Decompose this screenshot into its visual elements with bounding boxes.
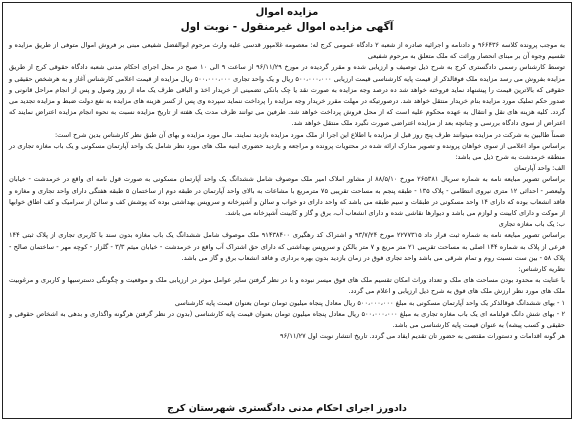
notice-frame	[2, 2, 572, 419]
signature-line: دادورز اجرای احکام مدنی دادگستری شهرستان کرج	[167, 403, 407, 414]
paragraph-description: براساس مواد اعلامی از سوی خواهان پرونده و تصویر مدارک ارائه شده در محتویات پرونده و مراجعه و بازدید حضوری ابنیه ملک های مورد نظر شامل یک واحد آپارتمان مسکونی و یک باب مغازه تجاری در منطقه خرمدشت به شرح ذیل می باشد:	[9, 141, 565, 162]
notice-body	[9, 40, 565, 342]
paragraph-publish-date: هر گونه اقدامات و دستورات مقتضی به حضور تان تقدیم ایفاد می گردد. تاریخ انتشار نوبت اول ۹۶/۱۱/۲۷	[280, 332, 565, 341]
paragraph-case-intro: به موجب پرونده کلاسه ۹۶۶۴۳۶ و دادنامه و اجرائیه صادره از شعبه ۲ دادگاه عمومی کرج له: معصومه غلامپور قدسی علیه وارث مرحوم ابوالفضل شفیعی مبنی بر فروش اموال متوفی از طریق مزایده و تقسیم وجوه آن بر مبنای انحصار وراثت که ملک متعلق به مرحوم شفیعی	[9, 41, 565, 61]
paragraph-auction-terms: توسط کارشناس رسمی دادگستری کرج به شرح ذیل توصیف و ارزیابی شده و مقرر گردیده در مورخ ۹۶/۱۱/۲۹ از ساعت ۹ الی ۱۰ صبح در محل اجرای احکام مدنی شعبه دادگاه حقوقی کرج از طریق مزایده بفروش می رسد مزایده ملک فوقالذکر از قیمت پایه کارشناسی قیمت ارزیابی ۵۰۰،۰۰۰،۰۰۰ ریال و یک واحد تجاری ۵۰۰،۰۰۰،۰۰۰ ریال مزایده از قیمت اعلامی کارشناس آغاز و به هرشخص حقیقی و حقوقی که بالاترین قیمت را پیشنهاد نماید فروخته خواهد شد ده درصد وجه مزایده به صورت نقد یا چک بانکی تضمینی از خریدار اخذ و الباقی ظرف یک ماه از روز وصول و پس از انجام مراحل قانونی و صدور حکم تملیک مورد مزایده بنام خریدار منتقل خواهد شد. درصورتیکه در مهلت مقرر خریدار وجه مزایده را پرداخت ننماید سپرده وی پس از کسر هزینه های مزایده به نفع دولت ضبط و مزایده تجدید می گردد. کلیه هزینه های نقل و انتقال به عهده محکوم علیه است که از محل فروش پرداخت خواهد شد. طرفین می توانند ظرف مدت یک هفته از تاریخ مزایده نسبت به نحوه انجام مزایده اعتراض نمایند که اعتراض از سوی دادگاه بررسی و چنانچه بعد از مزایده اعتراضی صورت نگیرد ملک منتقل خواهد شد.	[9, 63, 565, 128]
paragraph-item-1: ۱ - بهای ششدانگ فوقالذکر یک واحد آپارتمان مسکونی به مبلغ ۵۰۰،۰۰۰،۰۰۰ ریال معادل پنجاه میلیون تومان تومان بعنوان قیمت پایه کارشناسی	[174, 298, 565, 307]
section-heading-shop: ب: یک باب مغازه تجاری	[498, 220, 565, 229]
paragraph-shop: براساس تصویر مبایعه نامه به شماره ثبت قرار داد ۲۲۷۷۳۱۵ مورخ ۹۳/۷/۲۴ و اشتراک کد رهگیری ۹۱۴۳۸۴۰۰ ملک موصوف شامل ششدانگ یک باب مغازه بدون سند با کاربری تجاری از پلاک ثبتی ۱۴۴ فرعی از پلاک به شماره ۱۴۴ اصلی به مساحت تقریبی ۲۱ متر مربع و ۷ متر بالکن و سرویس بهداشتی که دارای حق اشتراک آب واقع در خرمدشت - خیابان میثم ۳/۳ - گلزار - کوچه مهر - ساختمان صالح - پلاک ۵۸ - بین ست نسبت روم و تمام شرقی می باشد واحد تجاری فوق در زمان بازدید بدون بهره برداری و فاقد انشعاب برق و گاز می باشد.	[9, 231, 566, 262]
section-heading-expert: نظریه کارشناس:	[518, 265, 565, 274]
notice-title: مزایده اموال	[255, 7, 319, 18]
paragraph-apartment: براساس تصویر مبایعه نامه به شماره سریال ۲۶۵۳۸۱ مورخ ۸۸/۵/۱۰ از مشاور املاک امیر ملک موصوف شامل ششدانگ یک واحد آپارتمان مسکونی به صورت قول نامه ای واقع در خرمدشت - خیابان ولیعصر - احداثی ۱۲ متری نیروی انتظامی - پلاک ۱۳۵ - طبقه پنجم به مساحت تقریبی ۷۵ مترمربع با مشاعات به بالای واحد آپارتمان در طبقه دوم از ساختمان ۵ طبقه هفتگی دارای واحد تجاری و مغازه و فاقد انشعاب بوده که دارای ۱۴ واحد مسکونی در طبقات و سیم طبقه می باشد که واحد دارای دو خواب و سالن و آشپزخانه و سرویس بهداشتی بوده که پوشش کف و سالن از سرامیک و کف اطاق خوابها از موکت و دارای کابینت و لوازم می باشد و دیوارها نقاشی شده و دارای انشعاب آب، برق و گاز و کابینت آشپزخانه می باشد.	[9, 175, 566, 218]
paragraph-expert-opinion: با عنایت به محدود بودن مساحت های ملک و تعداد وراث امکان تقسیم ملک های فوق میسر نبوده و با در نظر گرفتن سایر عوامل موثر در ارزیابی ملک و موقعیت و چگونگی دسترسیها و کاربری و مرغوبیت ملک های مورد نظر ارزش ملک های فوق به شرح ذیل ارزیابی و اعلام می گردد.	[9, 276, 565, 296]
paragraph-item-2: ۲ - بهای شش دانگ قولنامه ای یک باب مغازه تجاری به مبلغ ۵۰۰،۰۰۰،۰۰۰ ریال معادل پنجاه میلیون تومان بعنوان قیمت پایه کارشناسی (بدون در نظر گرفتن هرگونه واگذاری و بدهی به اشخاص حقوقی و حقیقی و کسب پیشه) به عنوان قیمت پایه کارشناسی می باشد.	[9, 309, 565, 330]
paragraph-visit-note: ضمناً طالبین به شرکت در مزایده میتوانند ظرف پنج روز قبل از مزایده با اطلاع این اجرا از ملک مورد مزایده بازدید نمایند. مال مورد مزایده و بهای آن طبق نظر کارشناس بدین شرح است:	[54, 130, 565, 139]
section-heading-apartment: الف: واحد آپارتمان	[514, 164, 565, 173]
notice-subtitle: آگهی مزایده اموال غیرمنقول - نوبت اول	[180, 21, 394, 33]
